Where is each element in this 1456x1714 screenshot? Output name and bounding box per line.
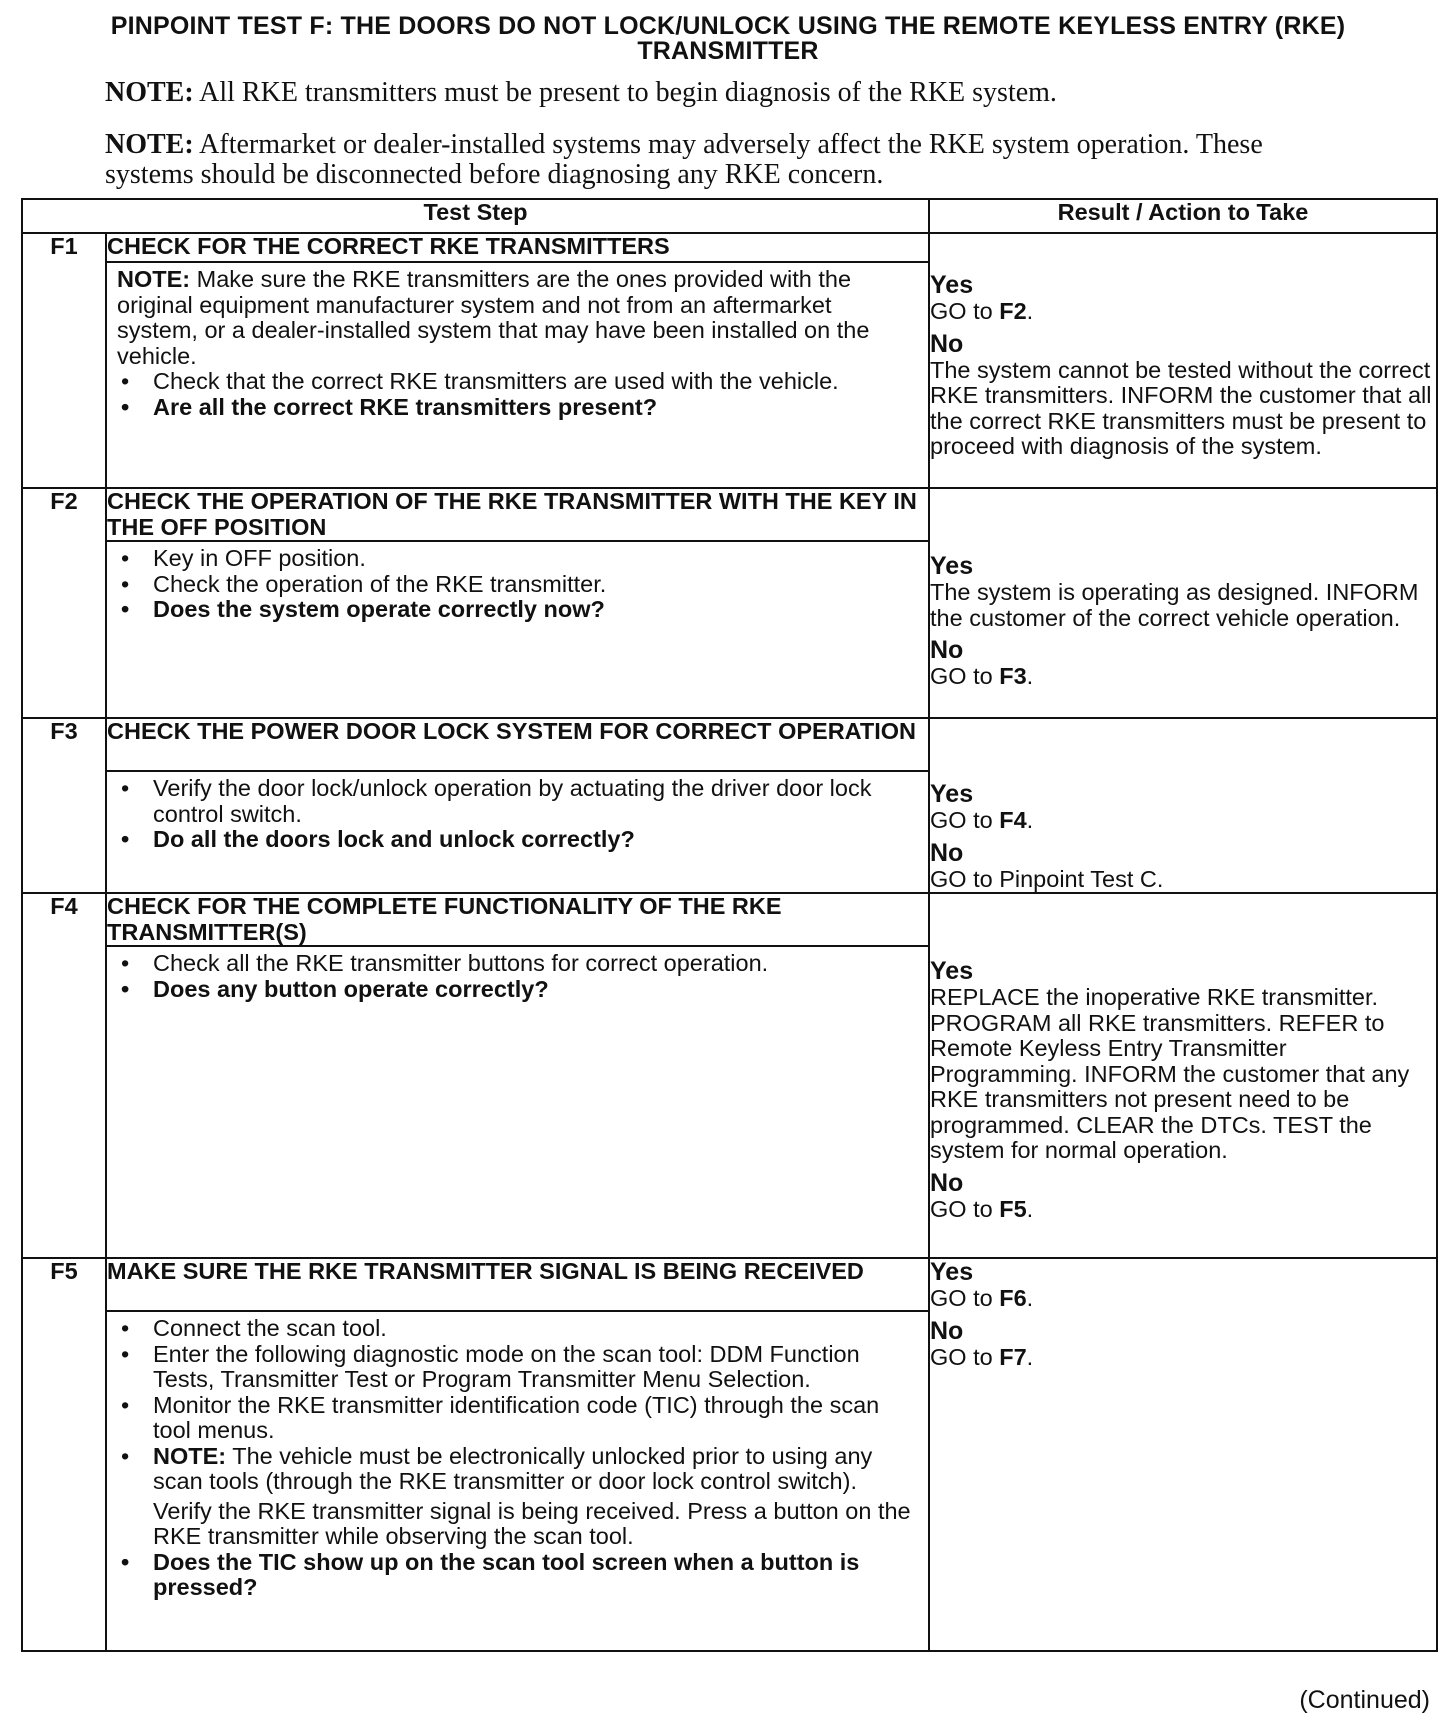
page-title — [14, 14, 1442, 64]
bullet-item: • Key in OFF position. — [117, 546, 918, 572]
result-yes-text: The system is operating as designed. INFORM the customer of the correct vehicle operation. — [930, 579, 1419, 631]
bullet-item: • Verify the door lock/unlock operation by actuating the driver door lock control switch. — [117, 776, 918, 827]
step-question: • Are all the correct RKE transmitters present? — [117, 395, 918, 421]
step-f3-result — [929, 718, 1437, 893]
result-yes-label: Yes — [930, 780, 974, 808]
step-f1-body — [106, 262, 929, 488]
step-f5-body — [106, 1311, 929, 1651]
note-transmitters-present — [105, 78, 1335, 108]
step-f1-id: F1 — [22, 233, 106, 488]
result-no-text: The system cannot be tested without the correct RKE transmitters. INFORM the customer that all the correct RKE transmitters must be present to proceed with diagnosis of the system. — [930, 356, 1432, 459]
result-yes-text: GO to F2. — [930, 298, 1034, 324]
step-f4-result — [929, 893, 1437, 1258]
step-question: • Does the TIC show up on the scan tool screen when a button is pressed? — [117, 1550, 918, 1601]
note-label: NOTE: — [105, 77, 194, 108]
result-no-text: GO to F5. — [930, 1195, 1034, 1222]
result-no-text: GO to F7. — [930, 1343, 1034, 1370]
result-yes-label: Yes — [930, 1258, 974, 1286]
col-header-result: Result / Action to Take — [929, 199, 1437, 233]
result-no-label: No — [930, 636, 964, 664]
step-f5-title-row — [22, 1258, 1437, 1311]
bullet-item: • Enter the following diagnostic mode on the scan tool: DDM Function Tests, Transmitter Test or Program Transmitter Menu Selection. — [117, 1342, 918, 1393]
col-header-test-step: Test Step — [22, 199, 929, 233]
step-f2-id: F2 — [22, 488, 106, 718]
step-note: NOTE: Make sure the RKE transmitters are the ones provided with the original equipment manufacturer system and not from an aftermarket system, or a dealer-installed system that may have been installed on the vehicle. — [117, 266, 870, 369]
step-f5-result — [929, 1258, 1437, 1651]
step-bullets — [117, 1550, 918, 1601]
note-text: All RKE transmitters must be present to begin diagnosis of the RKE system. — [193, 77, 1057, 108]
step-f3-title-row — [22, 718, 1437, 771]
continued-label: (Continued) — [1299, 1686, 1430, 1714]
note-aftermarket-systems — [105, 130, 1335, 190]
step-f2-result — [929, 488, 1437, 718]
step-f3-title: CHECK THE POWER DOOR LOCK SYSTEM FOR CORRECT OPERATION — [106, 718, 929, 771]
pinpoint-test-table — [21, 198, 1438, 1652]
step-question: • Does the system operate correctly now? — [117, 597, 918, 623]
step-f1-title-row — [22, 233, 1437, 262]
step-f3-id: F3 — [22, 718, 106, 893]
bullet-item: • Check all the RKE transmitter buttons for correct operation. — [117, 951, 918, 977]
result-yes-label: Yes — [930, 271, 974, 299]
result-yes-text: GO to F4. — [930, 807, 1034, 833]
result-yes-text: GO to F6. — [930, 1285, 1034, 1311]
note-label: NOTE: — [105, 129, 194, 160]
result-no-label: No — [930, 838, 964, 867]
title-line-1: PINPOINT TEST F: THE DOORS DO NOT LOCK/UNLOCK USING THE REMOTE KEYLESS ENTRY (RKE) — [110, 12, 1346, 40]
bullet-item: • Monitor the RKE transmitter identification code (TIC) through the scan tool menus. — [117, 1393, 918, 1444]
step-bullets — [117, 369, 918, 420]
note-text: Aftermarket or dealer-installed systems may adversely affect the RKE system operation. These systems should be disconnected before diagnosing any RKE concern. — [105, 129, 1263, 190]
step-bullets — [117, 1316, 918, 1495]
step-instruction: Verify the RKE transmitter signal is being received. Press a button on the RKE transmitter while observing the scan tool. — [153, 1497, 911, 1549]
step-f5-id: F5 — [22, 1258, 106, 1651]
step-f4-body — [106, 946, 929, 1258]
bullet-item: • Check that the correct RKE transmitters are used with the vehicle. — [117, 369, 918, 395]
step-f4-id: F4 — [22, 893, 106, 1258]
result-no-label: No — [930, 1168, 964, 1197]
table-header-row — [22, 199, 1437, 233]
step-f4-title: CHECK FOR THE COMPLETE FUNCTIONALITY OF THE RKE TRANSMITTER(S) — [106, 893, 929, 946]
bullet-item: • Check the operation of the RKE transmitter. — [117, 572, 918, 598]
step-question: • Do all the doors lock and unlock correctly? — [117, 827, 918, 853]
step-bullets — [117, 776, 918, 853]
step-f2-body — [106, 541, 929, 718]
result-yes-label: Yes — [930, 552, 974, 580]
step-question: • Does any button operate correctly? — [117, 977, 918, 1003]
step-bullets — [117, 951, 918, 1002]
bullet-note-item: • NOTE: The vehicle must be electronically unlocked prior to using any scan tools (through the RKE transmitter or door lock control switch). — [117, 1444, 918, 1495]
step-f5-title: MAKE SURE THE RKE TRANSMITTER SIGNAL IS BEING RECEIVED — [106, 1258, 929, 1311]
step-f2-title: CHECK THE OPERATION OF THE RKE TRANSMITTER WITH THE KEY IN THE OFF POSITION — [106, 488, 929, 541]
result-yes-label: Yes — [930, 957, 974, 985]
step-f3-body — [106, 771, 929, 893]
result-no-text: GO to Pinpoint Test C. — [930, 865, 1164, 892]
step-f1-title: CHECK FOR THE CORRECT RKE TRANSMITTERS — [106, 233, 929, 262]
step-bullets — [117, 546, 918, 623]
result-no-label: No — [930, 329, 964, 358]
bullet-item: • Connect the scan tool. — [117, 1316, 918, 1342]
result-yes-text: REPLACE the inoperative RKE transmitter. PROGRAM all RKE transmitters. REFER to Remote Keyless Entry Transmitter Programming. INFORM the customer that any RKE transmitters not present need to be programmed. CLEAR the DTCs. TEST the system for normal operation. — [930, 984, 1410, 1163]
result-no-text: GO to F3. — [930, 663, 1034, 689]
result-no-label: No — [930, 1316, 964, 1345]
step-f2-title-row — [22, 488, 1437, 541]
title-line-2: TRANSMITTER — [637, 37, 819, 65]
step-f1-result — [929, 233, 1437, 488]
step-f4-title-row — [22, 893, 1437, 946]
